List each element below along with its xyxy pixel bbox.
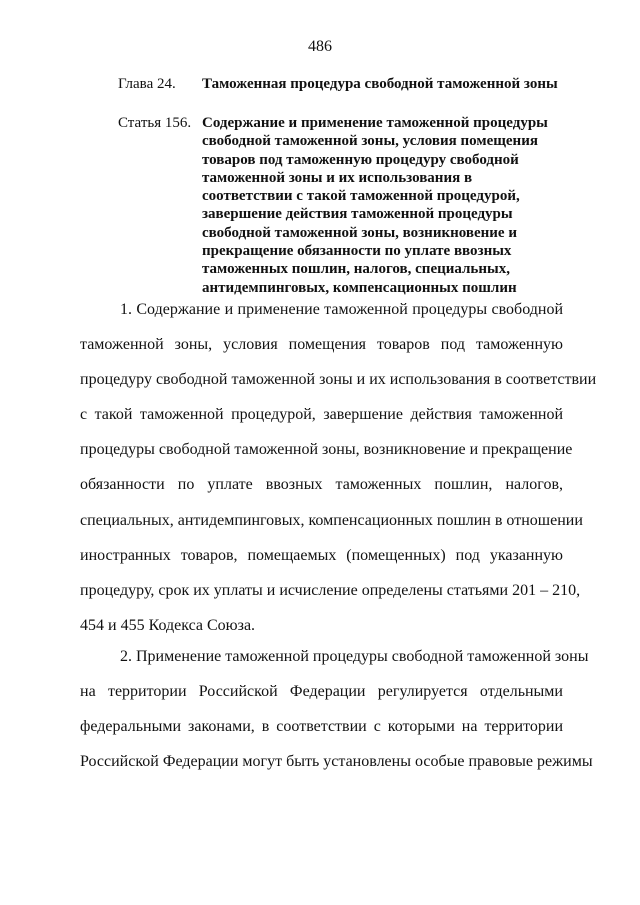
paragraph-line: специальных, антидемпинговых, компенсационных пошлин в отношении bbox=[80, 511, 583, 529]
chapter-label: Глава 24. bbox=[118, 76, 176, 92]
chapter-title: Таможенная процедура свободной таможенной зоны bbox=[202, 76, 558, 92]
paragraph-line: процедуру свободной таможенной зоны и их использования в соответствии bbox=[80, 371, 597, 389]
article-title bbox=[202, 114, 568, 297]
paragraph-line: процедуры свободной таможенной зоны, возникновение и прекращение bbox=[80, 441, 573, 459]
paragraph-line: федеральными законами, в соответствии с которыми на территории bbox=[80, 718, 563, 736]
article-title-line: соответствии с такой таможенной процедурой, bbox=[202, 188, 520, 205]
paragraph-2 bbox=[80, 639, 593, 779]
page-number: 486 bbox=[308, 38, 332, 55]
paragraph-line: Российской Федерации могут быть установлены особые правовые режимы bbox=[80, 753, 593, 771]
article-title-line: таможенной зоны и их использования в bbox=[202, 169, 473, 186]
paragraph-line: обязанности по уплате ввозных таможенных пошлин, налогов, bbox=[80, 476, 563, 494]
article-title-line: антидемпинговых, компенсационных пошлин bbox=[202, 279, 517, 296]
article-label: Статья 156. bbox=[118, 115, 192, 131]
article-title-line: завершение действия таможенной процедуры bbox=[202, 206, 513, 223]
paragraph-line: 2. Применение таможенной процедуры свободной таможенной зоны bbox=[120, 648, 589, 665]
paragraph-line: таможенной зоны, условия помещения товаров под таможенную bbox=[80, 336, 563, 354]
paragraph-1 bbox=[80, 292, 597, 643]
article-title-line: Содержание и применение таможенной процедуры bbox=[202, 115, 548, 131]
article-title-line: свободной таможенной зоны, возникновение и bbox=[202, 224, 517, 241]
article-title-line: таможенных пошлин, налогов, специальных, bbox=[202, 261, 510, 278]
paragraph-line: на территории Российской Федерации регулируется отдельными bbox=[80, 683, 563, 701]
paragraph-line: иностранных товаров, помещаемых (помещенных) под указанную bbox=[80, 546, 563, 564]
paragraph-line: процедуру, срок их уплаты и исчисление определены статьями 201 – 210, bbox=[80, 581, 581, 599]
article-title-line: товаров под таможенную процедуру свободной bbox=[202, 151, 519, 168]
paragraph-line: 454 и 455 Кодекса Союза. bbox=[80, 616, 256, 634]
article-title-line: свободной таможенной зоны, условия помещения bbox=[202, 133, 538, 150]
article-title-line: прекращение обязанности по уплате ввозных bbox=[202, 243, 512, 260]
paragraph-line: с такой таможенной процедурой, завершение действия таможенной bbox=[80, 406, 563, 424]
paragraph-line: 1. Содержание и применение таможенной процедуры свободной bbox=[120, 301, 563, 318]
